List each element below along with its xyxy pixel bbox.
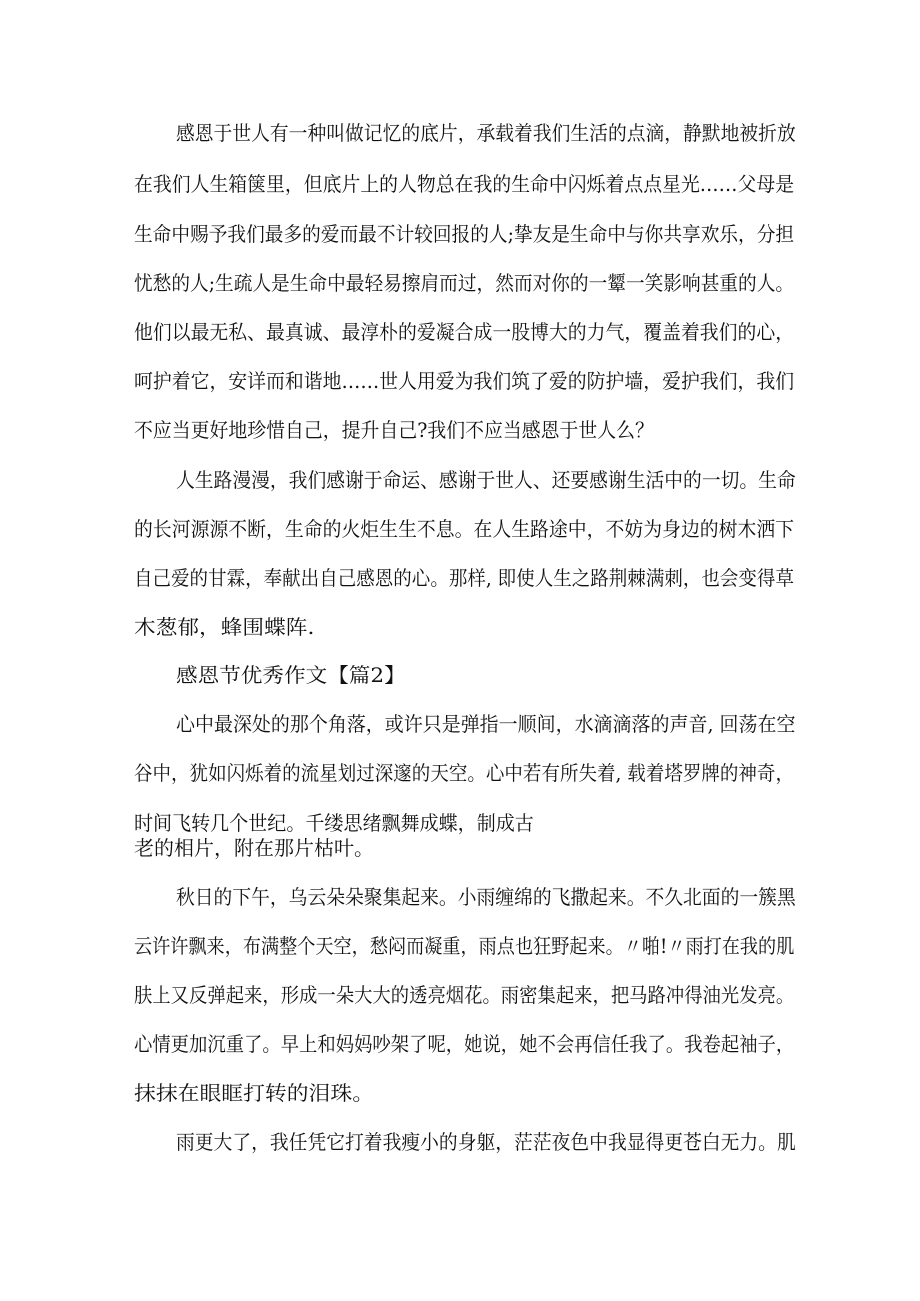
text-line: 雨更大了，我任凭它打着我瘦小的身躯，茫茫夜色中我显得更苍白无力。肌 (176, 1130, 796, 1154)
text-line: 谷中，犹如闪烁着的流星划过深邃的天空。心中若有所失着, 载着塔罗牌的神奇， (134, 761, 794, 785)
text-line: 老的相片，附在那片枯叶。 (134, 836, 374, 860)
text-line: 秋日的下午，乌云朵朵聚集起来。小雨缠绵的飞撒起来。不久北面的一簇黑 (176, 885, 796, 909)
text-line: 抹抹在眼眶打转的泪珠。 (134, 1081, 375, 1105)
text-line: 时间飞转几个世纪。千缕思绪飘舞成蝶，制成古 (134, 811, 534, 835)
text-line: 木葱郁，蜂围蝶阵. (134, 615, 315, 639)
text-line: 在我们人生箱箧里，但底片上的人物总在我的生命中闪烁着点点星光……父母是 (134, 172, 795, 196)
section-heading: 感恩节优秀作文【篇2】 (176, 663, 406, 687)
text-line: 云许许飘来，布满整个天空，愁闷而凝重，雨点也狂野起来。〃啪!〃雨打在我的肌 (134, 934, 795, 958)
text-line: 自己爱的甘霖，奉献出自己感恩的心。那样, 即使人生之路荆棘满刺，也会变得草 (134, 566, 794, 590)
text-line: 心情更加沉重了。早上和妈妈吵架了呢，她说，她不会再信任我了。我卷起袖子， (134, 1032, 795, 1056)
text-line: 呵护着它，安详而和谐地……世人用爱为我们筑了爱的防护墙，爱护我们，我们 (134, 369, 795, 393)
text-line: 不应当更好地珍惜自己，提升自己?我们不应当感恩于世人么？ (134, 418, 654, 442)
text-line: 忧愁的人;生疏人是生命中最轻易擦肩而过，然而对你的一颦一笑影响甚重的人。 (134, 271, 795, 295)
text-line: 他们以最无私、最真诚、最淳朴的爱凝合成一股博大的力气，覆盖着我们的心， (134, 320, 795, 344)
text-line: 心中最深处的那个角落，或许只是弹指一顺间，水滴滴落的声音, 回荡在空 (176, 712, 796, 736)
text-line: 感恩于世人有一种叫做记忆的底片，承载着我们生活的点滴，静默地被折放 (176, 121, 796, 145)
text-line: 的长河源源不断，生命的火炬生生不息。在人生路途中，不妨为身边的树木洒下 (134, 517, 795, 541)
text-line: 生命中赐予我们最多的爱而最不计较回报的人;挚友是生命中与你共享欢乐，分担 (134, 222, 795, 246)
text-line: 肤上又反弹起来，形成一朵大大的透亮烟花。雨密集起来，把马路冲得油光发亮。 (134, 983, 795, 1007)
text-line: 人生路漫漫，我们感谢于命运、感谢于世人、还要感谢生活中的一切。生命 (176, 468, 796, 492)
